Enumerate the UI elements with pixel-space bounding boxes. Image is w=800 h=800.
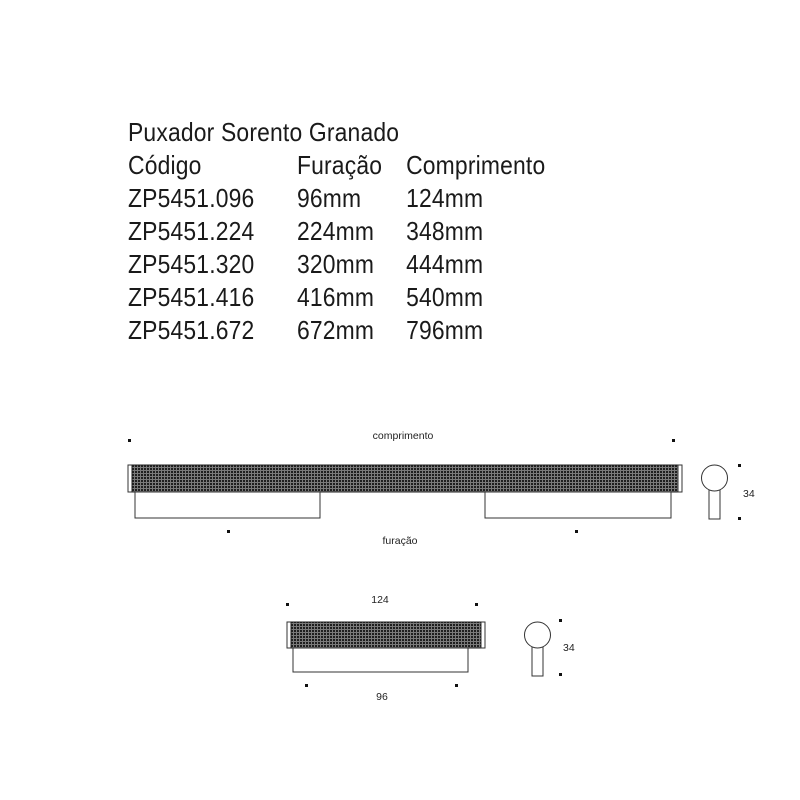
height-dimension-label: 34 [563,642,575,654]
row-hole-spacing: 224mm [296,216,375,246]
dim-marker [475,603,478,606]
end-cap [287,622,291,648]
dim-marker [455,684,458,687]
column-header-hole-spacing: Furação [296,150,383,180]
row-length: 124mm [406,183,484,213]
dim-marker [738,517,741,520]
hole-spacing-dimension-label: 96 [376,691,388,703]
mounting-post [485,492,671,518]
row-hole-spacing: 320mm [296,249,375,279]
end-cap [678,465,682,492]
hole-spacing-dimension-label: furação [382,535,418,547]
dim-marker [559,619,562,622]
length-dimension-label: 124 [371,594,389,606]
row-length: 444mm [406,249,484,279]
column-header-code: Código [128,150,202,180]
row-length: 348mm [406,216,484,246]
end-cap [481,622,485,648]
end-cap [128,465,132,492]
side-profile [702,465,728,519]
row-length: 796mm [406,315,484,345]
dim-marker [559,673,562,676]
dim-marker [305,684,308,687]
dim-marker [286,603,289,606]
length-dimension-label: comprimento [372,430,434,442]
dim-marker [738,464,741,467]
dim-marker [672,439,675,442]
dim-marker [575,530,578,533]
column-header-length: Comprimento [406,150,546,180]
side-profile-bar [702,465,728,491]
dim-marker [227,530,230,533]
handle-bar [287,622,485,648]
small-handle-drawing [286,594,575,703]
row-code: ZP5451.096 [128,183,255,213]
row-hole-spacing: 672mm [296,315,375,345]
dim-marker [128,439,131,442]
mounting-post [135,492,320,518]
knurled-grip [132,465,678,492]
row-code: ZP5451.672 [128,315,255,345]
knurled-grip [291,622,481,648]
handle-bar [128,465,682,492]
row-code: ZP5451.224 [128,216,255,246]
row-hole-spacing: 96mm [296,183,362,213]
row-hole-spacing: 416mm [296,282,375,312]
large-handle-drawing [128,430,755,547]
product-title: Puxador Sorento Granado [128,117,400,147]
height-dimension-label: 34 [743,488,755,500]
row-length: 540mm [406,282,484,312]
mounting-body [293,648,468,672]
side-profile-bar [525,622,551,648]
row-code: ZP5451.320 [128,249,255,279]
row-code: ZP5451.416 [128,282,255,312]
side-profile [525,622,551,676]
